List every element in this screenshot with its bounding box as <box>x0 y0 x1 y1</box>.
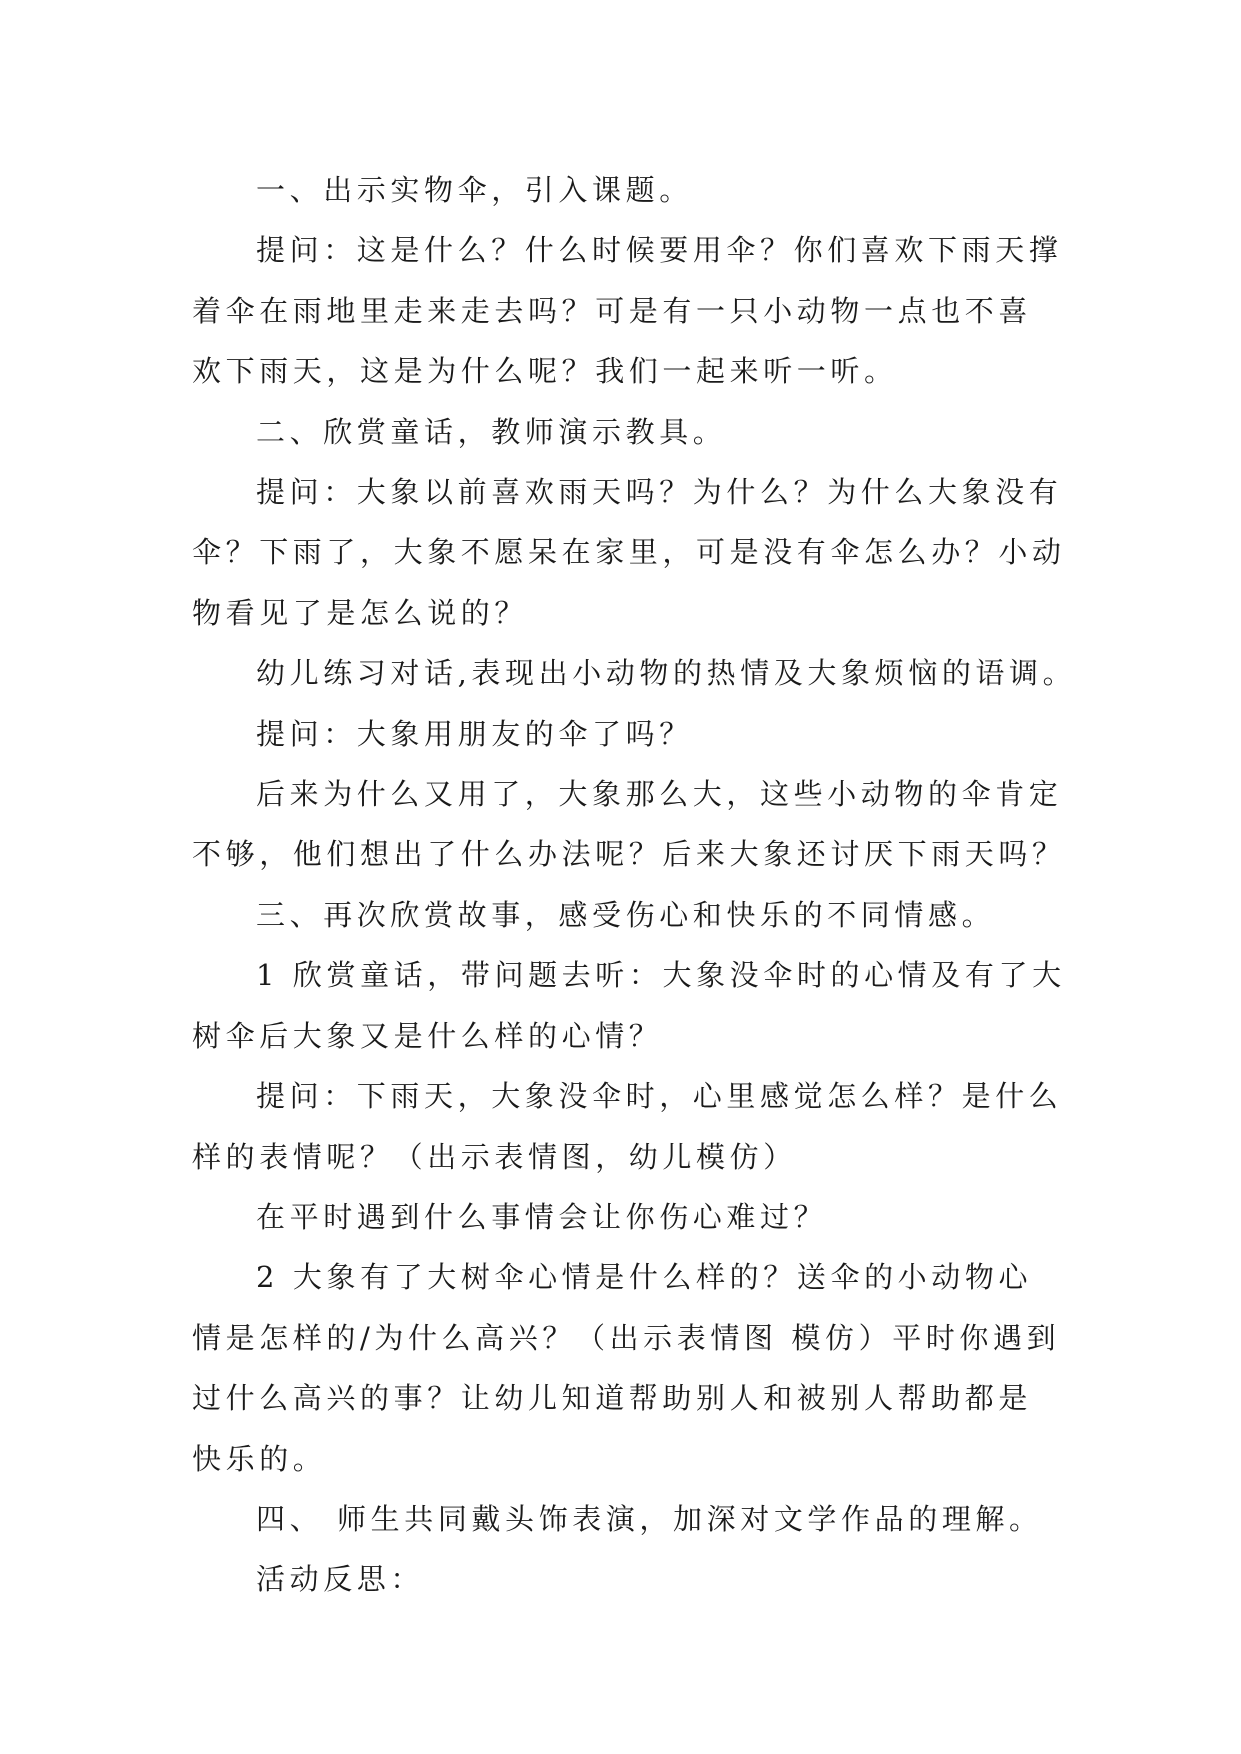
text-line: 在平时遇到什么事情会让你伤心难过？ <box>256 1199 828 1234</box>
paragraph-question-friends-umbrella <box>192 704 1052 764</box>
paragraph-question-later <box>192 764 1066 885</box>
paragraph-section-1-heading <box>192 160 1052 220</box>
paragraph-dialogue-practice <box>192 643 1077 703</box>
paragraph-question-sad-things <box>192 1187 1052 1247</box>
text-line: 树伞后大象又是什么样的心情？ <box>192 1018 663 1053</box>
text-line: 后来为什么又用了，大象那么大，这些小动物的伞肯定 <box>256 777 1063 812</box>
text-line: 过什么高兴的事？让幼儿知道帮助别人和被别人帮助都是 <box>192 1381 1033 1416</box>
text-line: 样的表情呢？（出示表情图，幼儿模仿） <box>192 1139 797 1174</box>
paragraph-item-2 <box>192 1247 1061 1489</box>
text-line: 快乐的。 <box>192 1441 327 1476</box>
paragraph-item-1 <box>192 945 1066 1066</box>
text-line: 提问：大象以前喜欢雨天吗？为什么？为什么大象没有 <box>256 475 1063 510</box>
text-line: 二、欣赏童话，教师演示教具。 <box>256 414 727 449</box>
text-line: 幼儿练习对话,表现出小动物的热情及大象烦恼的语调。 <box>256 656 1077 691</box>
paragraph-question-feelings <box>192 1066 1063 1187</box>
paragraph-section-2-heading <box>192 402 1052 462</box>
text-line: 1 欣赏童话，带问题去听：大象没伞时的心情及有了大 <box>256 958 1066 993</box>
text-line: 活动反思： <box>256 1562 425 1597</box>
text-line: 四、 师生共同戴头饰表演，加深对文学作品的理解。 <box>256 1501 1043 1536</box>
paragraph-question-umbrella <box>192 220 1063 401</box>
document-body <box>192 160 1077 1610</box>
text-line: 伞？下雨了，大象不愿呆在家里，可是没有伞怎么办？小动 <box>192 535 1066 570</box>
text-line: 物看见了是怎么说的？ <box>192 595 529 630</box>
text-line: 一、出示实物伞，引入课题。 <box>256 173 693 207</box>
text-line: 情是怎样的/为什么高兴？（出示表情图 模仿）平时你遇到 <box>192 1320 1061 1355</box>
text-line: 三、再次欣赏故事，感受伤心和快乐的不同情感。 <box>256 897 996 932</box>
text-line: 提问：大象用朋友的伞了吗？ <box>256 716 693 751</box>
text-line: 提问：这是什么？什么时候要用伞？你们喜欢下雨天撑 <box>256 233 1063 268</box>
text-line: 着伞在雨地里走来走去吗？可是有一只小动物一点也不喜 <box>192 293 1033 328</box>
paragraph-question-elephant <box>192 462 1066 643</box>
text-line: 不够，他们想出了什么办法呢？后来大象还讨厌下雨天吗？ <box>192 837 1066 872</box>
paragraph-reflection-heading <box>192 1549 1052 1609</box>
text-line: 提问：下雨天，大象没伞时，心里感觉怎么样？是什么 <box>256 1079 1063 1114</box>
text-line: 欢下雨天，这是为什么呢？我们一起来听一听。 <box>192 354 898 389</box>
text-line: 2 大象有了大树伞心情是什么样的？送伞的小动物心 <box>256 1260 1033 1295</box>
paragraph-section-3-heading <box>192 885 1052 945</box>
paragraph-section-4-heading <box>192 1489 1052 1549</box>
